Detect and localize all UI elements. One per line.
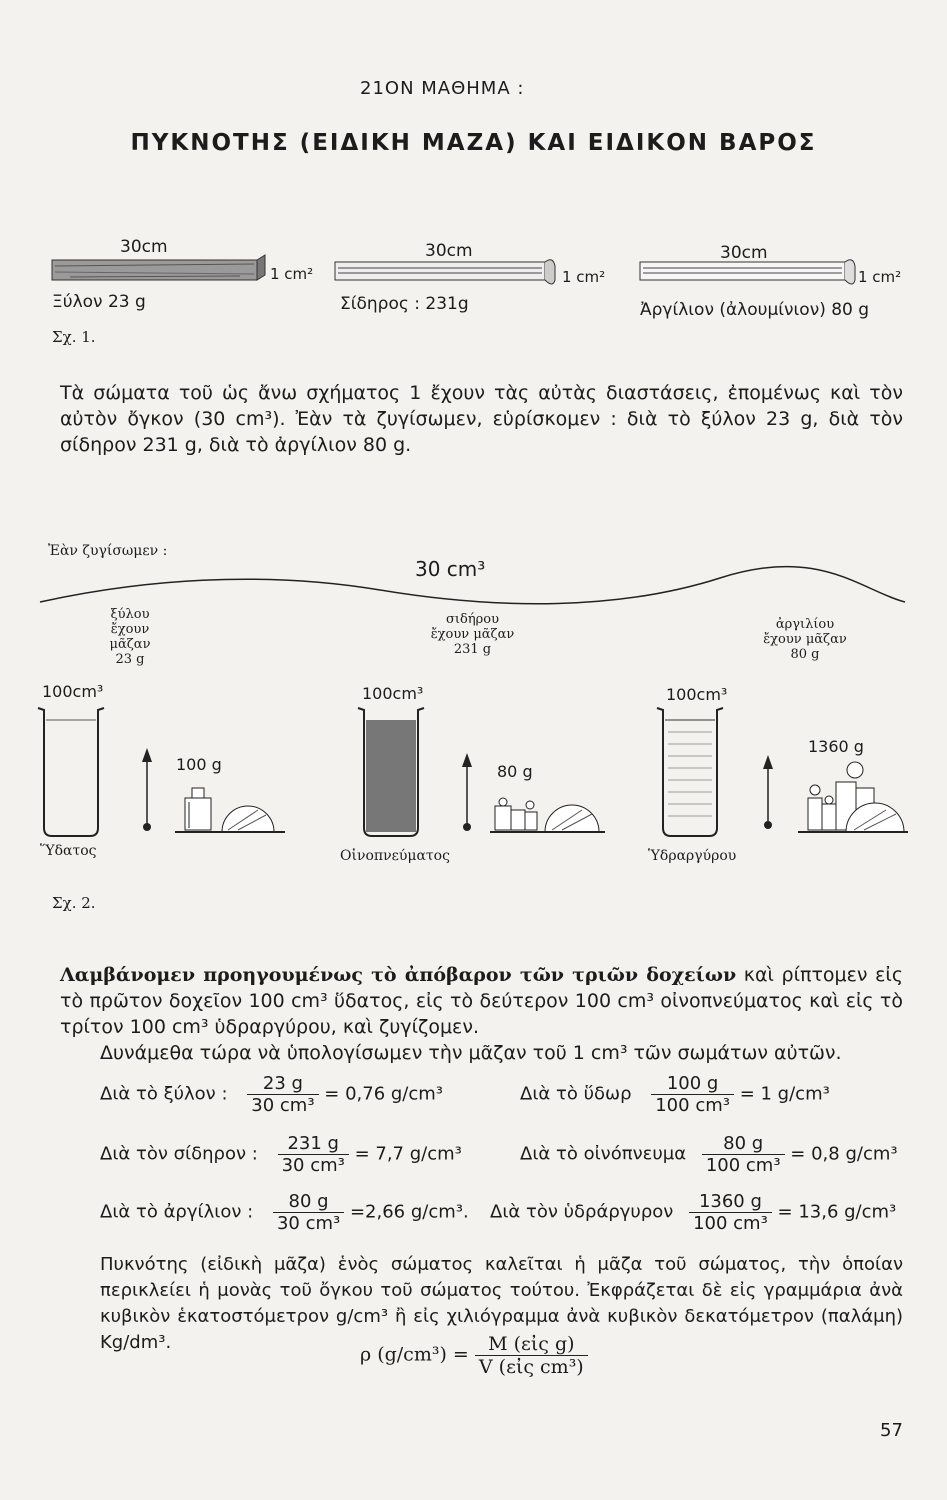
calc-alcohol-num: 80 g bbox=[702, 1133, 785, 1155]
calc-water bbox=[520, 1073, 830, 1116]
lesson-heading: 21ΟΝ ΜΑΘΗΜΑ : bbox=[360, 78, 525, 99]
density-formula bbox=[360, 1333, 588, 1378]
calc-water-result: = 1 g/cm³ bbox=[739, 1083, 830, 1105]
calc-water-num: 100 g bbox=[651, 1073, 734, 1095]
iron-section-label: 1 cm² bbox=[562, 268, 606, 286]
group-3-mass: 80 g bbox=[790, 647, 820, 662]
group-3-label bbox=[760, 617, 850, 662]
page-title: ΠΥΚΝΟΤΗΣ (ΕΙΔΙΚΗ ΜΑΖΑ) ΚΑΙ ΕΙΔΙΚΟΝ ΒΑΡΟΣ bbox=[130, 130, 817, 156]
calc-water-den: 100 cm³ bbox=[655, 1095, 730, 1116]
calc-wood-num: 23 g bbox=[247, 1073, 318, 1095]
aluminium-length-label: 30cm bbox=[720, 243, 768, 263]
figure-1-caption: Σχ. 1. bbox=[52, 328, 96, 346]
formula-lhs: ρ (g/cm³) = bbox=[360, 1343, 469, 1366]
paragraph-2-rest: καὶ ρίπτομεν εἰς τὸ πρῶτον δοχεῖον 100 cm³ ὕδατος, εἰς τὸ δεύτερον 100 cm³ οἰνοπνεύματος καὶ εἰς τὸ τρίτον 100 cm³ ὑδραργύρου, καὶ ζυγίζομεν. bbox=[60, 964, 903, 1038]
group-2-label bbox=[425, 612, 520, 657]
figure-2-caption: Σχ. 2. bbox=[52, 894, 96, 912]
liquid-2-label: Οἰνοπνεύματος bbox=[340, 848, 450, 864]
beaker-2-volume: 100cm³ bbox=[362, 684, 424, 703]
wood-section-label: 1 cm² bbox=[270, 265, 314, 283]
group-2-have-mass: ἔχουν μᾶζαν bbox=[430, 627, 515, 642]
aluminium-mass-label: Ἀργίλιον (ἀλουμίνιον) 80 g bbox=[640, 300, 870, 320]
beaker-3-volume: 100cm³ bbox=[666, 685, 728, 704]
group-1-have-mass: ἔχουν μᾶζαν bbox=[109, 622, 151, 652]
wood-bar bbox=[52, 255, 265, 280]
group-1-mass: 23 g bbox=[115, 652, 145, 667]
wood-length-label: 30cm bbox=[120, 237, 168, 257]
iron-bar bbox=[335, 260, 555, 284]
figure-2-intro: Ἐὰν ζυγίσωμεν : bbox=[48, 543, 168, 559]
arrow-3 bbox=[763, 755, 773, 829]
group-1-material: ξύλου bbox=[110, 607, 150, 622]
liquid-1-label: Ὕδατος bbox=[40, 843, 97, 859]
calc-aluminium-num: 80 g bbox=[273, 1191, 344, 1213]
calc-mercury-den: 100 cm³ bbox=[693, 1213, 768, 1234]
paragraph-2-bold: Λαμβάνομεν προηγουμένως τὸ ἀπόβαρον τῶν τριῶν δοχείων bbox=[60, 964, 737, 986]
volume-label: 30 cm³ bbox=[415, 557, 486, 581]
iron-mass-label: Σίδηρος : 231g bbox=[340, 294, 469, 314]
calc-iron-den: 30 cm³ bbox=[281, 1155, 345, 1176]
calculations bbox=[100, 1073, 920, 1263]
water-beaker bbox=[38, 708, 104, 836]
figure-2-drawing bbox=[0, 560, 947, 860]
liquid-3-label: Ὑδραργύρου bbox=[648, 848, 737, 864]
group-3-material: ἀργιλίου bbox=[775, 617, 835, 632]
iron-length-label: 30cm bbox=[425, 241, 473, 261]
calc-iron-num: 231 g bbox=[278, 1133, 349, 1155]
paragraph-1: Τὰ σώματα τοῦ ὡς ἄνω σχήματος 1 ἔχουν τὰς αὐτὰς διαστάσεις, ἐπομένως καὶ τὸν αὐτὸν ὄγκον (30 cm³). Ἐὰν τὰ ζυγίσωμεν, εὑρίσκομεν : διὰ τὸ ξύλον 23 g, διὰ τὸν σίδηρον 231 g, διὰ τὸ ἀργίλιον 80 g. bbox=[60, 382, 903, 456]
beaker-1-volume: 100cm³ bbox=[42, 682, 104, 701]
calc-aluminium-den: 30 cm³ bbox=[276, 1213, 341, 1234]
weight-3-label: 1360 g bbox=[808, 737, 864, 756]
group-3-have-mass: ἔχουν μᾶζαν bbox=[763, 632, 847, 647]
calc-wood-label: Διὰ τὸ ξύλον : bbox=[100, 1083, 228, 1105]
aluminium-section-label: 1 cm² bbox=[858, 268, 902, 286]
calc-aluminium-result: =2,66 g/cm³. bbox=[349, 1201, 469, 1223]
calc-iron-result: = 7,7 g/cm³ bbox=[354, 1143, 462, 1165]
calc-wood-result: = 0,76 g/cm³ bbox=[324, 1083, 444, 1105]
calc-alcohol-den: 100 cm³ bbox=[705, 1155, 781, 1176]
formula-num: M (εἰς g) bbox=[475, 1333, 588, 1356]
calc-aluminium bbox=[100, 1191, 469, 1234]
aluminium-bar bbox=[640, 260, 855, 284]
arrow-1 bbox=[142, 748, 152, 831]
calc-mercury-result: = 13,6 g/cm³ bbox=[777, 1201, 897, 1223]
page-number: 57 bbox=[880, 1420, 903, 1441]
calc-wood-den: 30 cm³ bbox=[251, 1095, 315, 1116]
scale-1 bbox=[175, 788, 285, 832]
arrow-2 bbox=[462, 753, 472, 831]
calc-mercury-num: 1360 g bbox=[689, 1191, 772, 1213]
alcohol-beaker bbox=[358, 708, 424, 836]
calc-iron bbox=[100, 1133, 462, 1176]
calc-alcohol-label: Διὰ τὸ οἰνόπνευμα bbox=[520, 1143, 687, 1165]
calc-alcohol-result: = 0,8 g/cm³ bbox=[790, 1143, 898, 1165]
group-1-label bbox=[90, 607, 170, 667]
calc-mercury-label: Διὰ τὸν ὑδράργυρον bbox=[490, 1201, 674, 1223]
calc-wood bbox=[100, 1073, 443, 1116]
calc-mercury bbox=[490, 1191, 896, 1234]
calc-alcohol bbox=[520, 1133, 898, 1176]
paragraph-3: Δυνάμεθα τώρα νὰ ὑπολογίσωμεν τὴν μᾶζαν τοῦ 1 cm³ τῶν σωμάτων αὐτῶν. bbox=[100, 1042, 842, 1064]
calc-water-label: Διὰ τὸ ὕδωρ bbox=[520, 1083, 632, 1105]
scale-3 bbox=[798, 762, 908, 832]
group-2-material: σιδήρου bbox=[446, 612, 499, 627]
group-2-mass: 231 g bbox=[453, 642, 492, 657]
calc-aluminium-label: Διὰ τὸ ἀργίλιον : bbox=[100, 1201, 254, 1223]
calc-iron-label: Διὰ τὸν σίδηρον : bbox=[100, 1143, 258, 1165]
wood-mass-label: Ξύλον 23 g bbox=[52, 292, 146, 312]
paragraph-2 bbox=[60, 962, 903, 1040]
formula-den: V (εἰς cm³) bbox=[478, 1356, 584, 1378]
mercury-beaker bbox=[657, 708, 723, 836]
scale-2 bbox=[490, 798, 605, 832]
wavy-bracket bbox=[40, 567, 905, 604]
weight-2-label: 80 g bbox=[497, 762, 533, 781]
weight-1-label: 100 g bbox=[176, 755, 222, 774]
paragraph-4: Πυκνότης (εἰδικὴ μᾶζα) ἑνὸς σώματος καλεῖται ἡ μᾶζα τοῦ σώματος, τὴν ὁποίαν περικλείει ἡ μονὰς τοῦ ὄγκου τοῦ σώματος τούτου. Ἐκφράζεται δὲ εἰς γραμμάρια ἀνὰ κυβικὸν ἑκατοστόμετρον g/cm³ ἢ εἰς χιλιόγραμμα ἀνὰ κυβικὸν δεκατόμετρον (παλάμη) Kg/dm³. bbox=[100, 1254, 903, 1353]
